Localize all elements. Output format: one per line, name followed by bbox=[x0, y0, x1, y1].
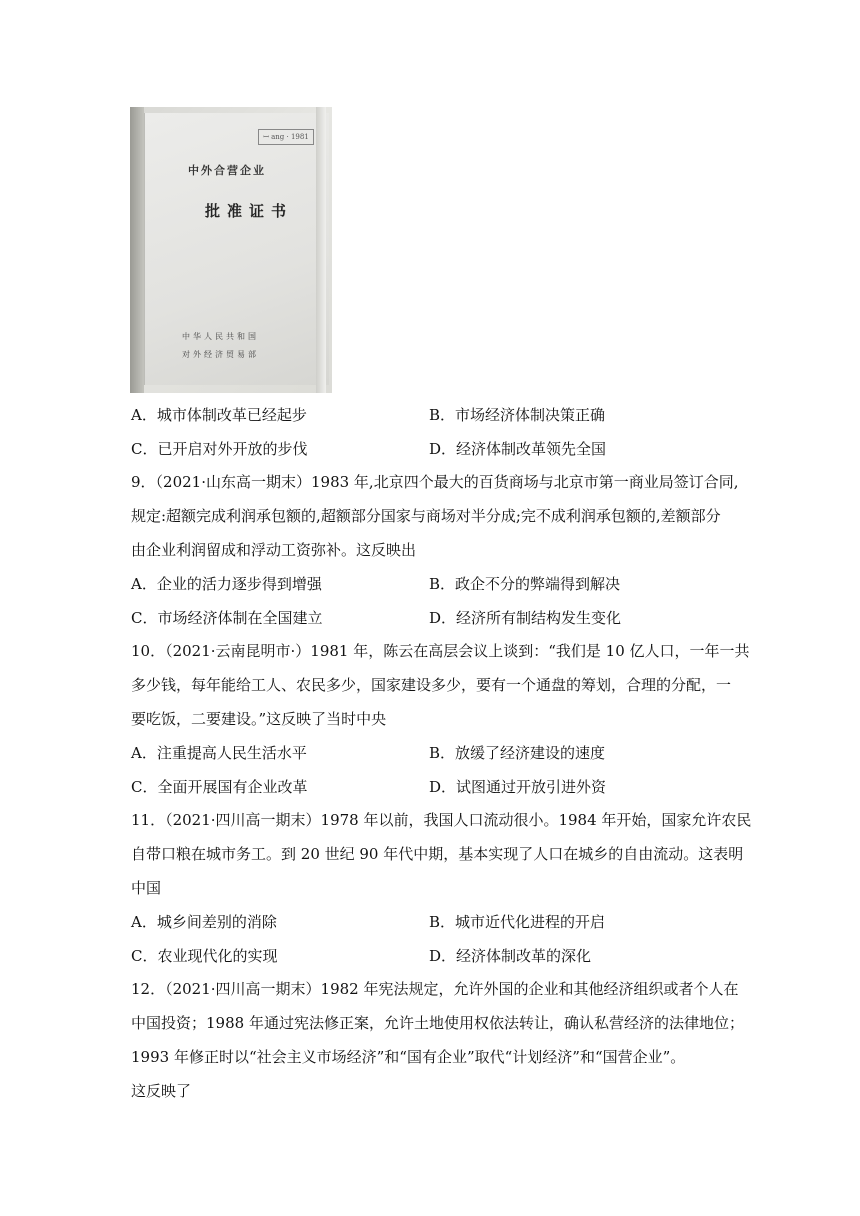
q9-option-b: B．政企不分的弊端得到解决 bbox=[429, 575, 621, 593]
q12-stem-line-4: 这反映了 bbox=[131, 1082, 192, 1100]
q11-stem-line-3: 中国 bbox=[131, 879, 162, 897]
q9-stem-line-2: 规定:超额完成利润承包额的,超额部分国家与商场对半分成;完不成利润承包额的,差额部分 bbox=[131, 507, 721, 525]
q10-option-c: C．全面开展国有企业改革 bbox=[131, 778, 308, 796]
q9-option-d: D．经济所有制结构发生变化 bbox=[429, 609, 622, 627]
certificate-issuer-country: 中华人民共和国 bbox=[182, 332, 259, 341]
q11-stem-line-2: 自带口粮在城市务工。到 20 世纪 90 年代中期，基本实现了人口在城乡的自由流动。这表明 bbox=[131, 845, 744, 863]
q8-option-b: B．市场经济体制决策正确 bbox=[429, 406, 606, 424]
q10-option-d: D．试图通过开放引进外资 bbox=[429, 778, 607, 796]
q10-stem-line-2: 多少钱，每年能给工人、农民多少，国家建设多少，要有一个通盘的筹划，合理的分配，一 bbox=[131, 676, 732, 694]
q12-stem-line-3: 1993 年修正时以“社会主义市场经济”和“国有企业”取代“计划经济”和“国营企业”。 bbox=[131, 1048, 686, 1066]
q11-option-c: C．农业现代化的实现 bbox=[131, 947, 278, 965]
q8-option-a: A．城市体制改革已经起步 bbox=[131, 406, 307, 424]
q11-stem-line-1: 11．（2021·四川高一期末）1978 年以前，我国人口流动很小。1984 年开始，国家允许农民 bbox=[131, 811, 752, 829]
q12-stem-line-2: 中国投资；1988 年通过宪法修正案，允许土地使用权依法转让，确认私营经济的法律地位； bbox=[131, 1014, 744, 1032]
q9-option-a: A．企业的活力逐步得到增强 bbox=[131, 575, 322, 593]
q11-option-b: B．城市近代化进程的开启 bbox=[429, 913, 606, 931]
q10-stem-line-3: 要吃饭，二要建设。”这反映了当时中央 bbox=[131, 710, 387, 728]
photo-fold bbox=[316, 107, 326, 393]
q10-stem-line-1: 10．（2021·云南昆明市·）1981 年，陈云在高层会议上谈到：“我们是 10 亿人口，一年一共 bbox=[131, 642, 750, 660]
q12-stem-line-1: 12．（2021·四川高一期末）1982 年宪法规定，允许外国的企业和其他经济组织或者个人在 bbox=[131, 980, 739, 998]
q8-option-d: D．经济体制改革领先全国 bbox=[429, 440, 607, 458]
certificate-title: 批准证书 bbox=[205, 202, 294, 220]
q11-option-a: A．城乡间差别的消除 bbox=[131, 913, 277, 931]
q9-stem-line-1: 9．（2021·山东高一期末）1983 年,北京四个最大的百货商场与北京市第一商业局签订合同, bbox=[131, 473, 739, 491]
certificate-subtitle: 中外合营企业 bbox=[188, 164, 266, 177]
q11-option-d: D．经济体制改革的深化 bbox=[429, 947, 592, 965]
q10-option-b: B．放缓了经济建设的速度 bbox=[429, 744, 606, 762]
certificate-stamp: ꟷ ang · 1981 bbox=[258, 129, 314, 145]
photo-edge bbox=[130, 107, 144, 393]
certificate-issuer-ministry: 对外经济贸易部 bbox=[182, 350, 259, 359]
q10-option-a: A．注重提高人民生活水平 bbox=[131, 744, 307, 762]
certificate-sheet bbox=[144, 113, 329, 385]
certificate-photo bbox=[130, 107, 332, 393]
q9-option-c: C．市场经济体制在全国建立 bbox=[131, 609, 323, 627]
q8-option-c: C．已开启对外开放的步伐 bbox=[131, 440, 308, 458]
q9-stem-line-3: 由企业利润留成和浮动工资弥补。这反映出 bbox=[131, 541, 417, 559]
